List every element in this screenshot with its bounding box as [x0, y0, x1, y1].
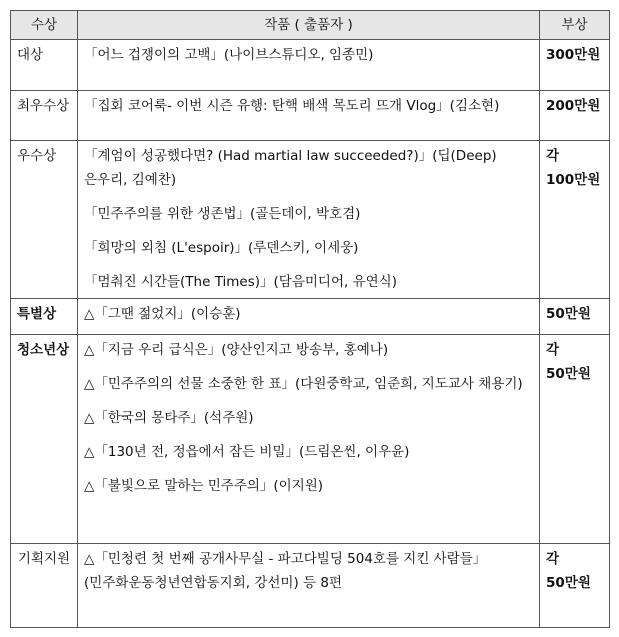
work-entry: △「불빛으로 말하는 민주주의」(이지원)	[84, 478, 324, 494]
award-cell: 우수상	[11, 141, 78, 299]
works-cell	[78, 91, 540, 141]
award-cell: 기획지원	[11, 544, 78, 628]
work-entry: 「민주주의를 위한 생존법」(골든데이, 박호겸)	[84, 206, 361, 222]
works-cell	[78, 544, 540, 628]
prize-cell: 300만원	[540, 40, 610, 91]
work-entry: 「집회 코어룩- 이번 시즌 유행: 탄핵 배색 목도리 뜨개 Vlog」(김소현)	[84, 98, 500, 114]
work-entry: △「그땐 젊었지」(이승훈)	[84, 306, 241, 322]
award-cell: 대상	[11, 40, 78, 91]
works-cell	[78, 299, 540, 335]
table-row	[11, 141, 610, 299]
award-cell: 청소년상	[11, 335, 78, 544]
prize-cell: 각 50만원	[540, 335, 610, 544]
work-entry: 「계엄이 성공했다면? (Had martial law succeeded?)」(딥(Deep)은우리, 김예찬)	[84, 148, 497, 188]
header-prize: 부상	[540, 11, 610, 40]
table-row	[11, 40, 610, 91]
prize-cell: 200만원	[540, 91, 610, 141]
work-entry: 「어느 겁쟁이의 고백」(나이브스튜디오, 임종민)	[84, 47, 374, 63]
work-entry: △「130년 전, 정읍에서 잠든 비밀」(드림온씬, 이우윤)	[84, 444, 410, 460]
work-entry: △「민주주의의 선물 소중한 한 표」(다원중학교, 임준희, 지도교사 채용기)	[84, 376, 523, 392]
header-award: 수상	[11, 11, 78, 40]
table-row	[11, 299, 610, 335]
work-entry: △「지금 우리 급식은」(양산인지고 방송부, 홍예나)	[84, 342, 389, 358]
award-cell: 특별상	[11, 299, 78, 335]
prize-cell: 각 100만원	[540, 141, 610, 299]
award-cell: 최우수상	[11, 91, 78, 141]
header-work: 작품 ( 출품자 )	[78, 11, 540, 40]
table-row	[11, 335, 610, 544]
work-entry: △「한국의 몽타주」(석주원)	[84, 410, 254, 426]
works-cell	[78, 335, 540, 544]
works-cell	[78, 40, 540, 91]
header-row	[11, 11, 610, 40]
prize-cell: 50만원	[540, 299, 610, 335]
table-row	[11, 544, 610, 628]
work-entry: △「민청련 첫 번째 공개사무실 - 파고다빌딩 504호를 지킨 사람들」(민주화운동청년연합동지회, 강선미) 등 8편	[84, 551, 487, 591]
work-entry: 「멈춰진 시간들(The Times)」(담음미디어, 유연식)	[84, 274, 397, 290]
table-row	[11, 91, 610, 141]
work-entry: 「희망의 외침 (L'espoir)」(루덴스키, 이세웅)	[84, 240, 359, 256]
works-cell	[78, 141, 540, 299]
prize-cell: 각 50만원	[540, 544, 610, 628]
awards-table	[10, 10, 610, 628]
